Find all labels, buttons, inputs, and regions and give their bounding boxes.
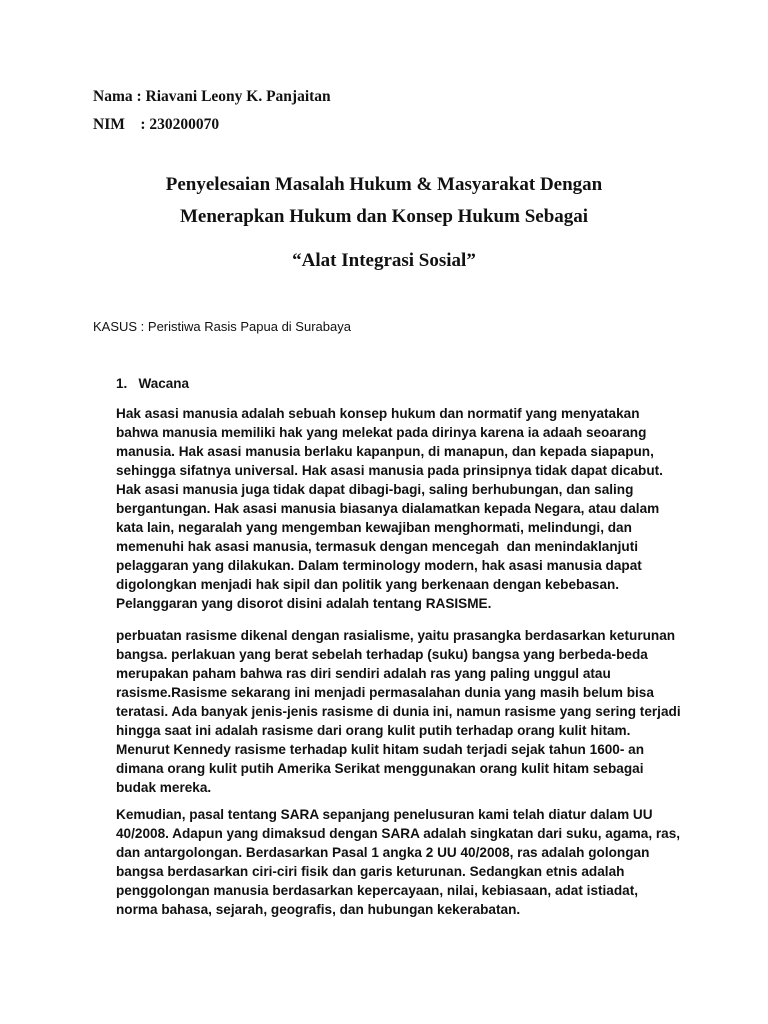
paragraph-line: budak mereka.	[116, 780, 212, 795]
title-line-2: Menerapkan Hukum dan Konsep Hukum Sebagai	[179, 206, 589, 227]
paragraph-line: Hak asasi manusia juga tidak dapat dibagi-bagi, saling berhubungan, dan saling	[116, 482, 634, 497]
paragraph-line: Pelanggaran yang disorot disini adalah tentang RASISME.	[116, 596, 492, 611]
paragraph-line: memenuhi hak asasi manusia, termasuk dengan mencegah dan menindaklanjuti	[116, 539, 639, 554]
paragraph-line: bahwa manusia memiliki hak yang melekat pada dirinya karena ia adaah seoarang	[116, 425, 647, 440]
paragraph-line: Menurut Kennedy rasisme terhadap kulit hitam sudah terjadi sejak tahun 1600- an	[116, 742, 645, 757]
paragraph-line: pelaggaran yang dilakukan. Dalam terminology modern, hak asasi manusia dapat	[116, 558, 642, 573]
paragraph-line: norma bahasa, sejarah, geografis, dan hubungan kekerabatan.	[116, 902, 521, 917]
student-name-line: Nama : Riavani Leony K. Panjaitan	[93, 88, 331, 105]
student-nim-line: NIM : 230200070	[93, 116, 220, 133]
paragraph-line: bergantungan. Hak asasi manusia biasanya dialamatkan kepada Negara, atau dalam	[116, 501, 660, 516]
paragraph-sara	[116, 805, 716, 919]
title-line-3: “Alat Integrasi Sosial”	[292, 250, 476, 271]
paragraph-line: digolongkan menjadi hak sipil dan politik yang berkenaan dengan kebebasan.	[116, 577, 620, 592]
paragraph-line: bangsa. perlakuan yang berat sebelah terhadap (suku) bangsa yang berbeda-beda	[116, 647, 648, 662]
section-heading-wacana: 1. Wacana	[116, 376, 190, 391]
paragraph-line: rasisme.Rasisme sekarang ini menjadi permasalahan dunia yang masih belum bisa	[116, 685, 654, 700]
paragraph-hak-asasi	[116, 404, 716, 613]
paragraph-line: manusia. Hak asasi manusia berlaku kapanpun, di manapun, dan kepada siapapun,	[116, 444, 654, 459]
paragraph-line: sehingga sifatnya universal. Hak asasi manusia pada prinsipnya tidak dapat dicabut.	[116, 463, 663, 478]
paragraph-line: kata lain, negaralah yang mengemban kewajiban menghormati, melindungi, dan	[116, 520, 632, 535]
paragraph-line: Hak asasi manusia adalah sebuah konsep hukum dan normatif yang menyatakan	[116, 406, 640, 421]
paragraph-line: Kemudian, pasal tentang SARA sepanjang penelusuran kami telah diatur dalam UU	[116, 807, 653, 822]
paragraph-line: hingga saat ini adalah rasisme dari orang kulit putih terhadap orang kulit hitam.	[116, 723, 631, 738]
paragraph-line: perbuatan rasisme dikenal dengan rasialisme, yaitu prasangka berdasarkan keturunan	[116, 628, 676, 643]
paragraph-line: merupakan paham bahwa ras diri sendiri adalah ras yang paling unggul atau	[116, 666, 611, 681]
title-line-1: Penyelesaian Masalah Hukum & Masyarakat Dengan	[165, 174, 603, 195]
paragraph-line: teratasi. Ada banyak jenis-jenis rasisme di dunia ini, namun rasisme yang sering terjadi	[116, 704, 681, 719]
paragraph-line: bangsa berdasarkan ciri-ciri fisik dan garis keturunan. Sedangkan etnis adalah	[116, 864, 625, 879]
paragraph-rasisme	[116, 626, 716, 797]
paragraph-line: penggolongan manusia berdasarkan kepercayaan, nilai, kebiasaan, adat istiadat,	[116, 883, 639, 898]
paragraph-line: dan antargolongan. Berdasarkan Pasal 1 angka 2 UU 40/2008, ras adalah golongan	[116, 845, 650, 860]
paragraph-line: 40/2008. Adapun yang dimaksud dengan SARA adalah singkatan dari suku, agama, ras,	[116, 826, 681, 841]
case-label: KASUS : Peristiwa Rasis Papua di Surabaya	[93, 319, 351, 334]
paragraph-line: dimana orang kulit putih Amerika Serikat menggunakan orang kulit hitam sebagai	[116, 761, 644, 776]
